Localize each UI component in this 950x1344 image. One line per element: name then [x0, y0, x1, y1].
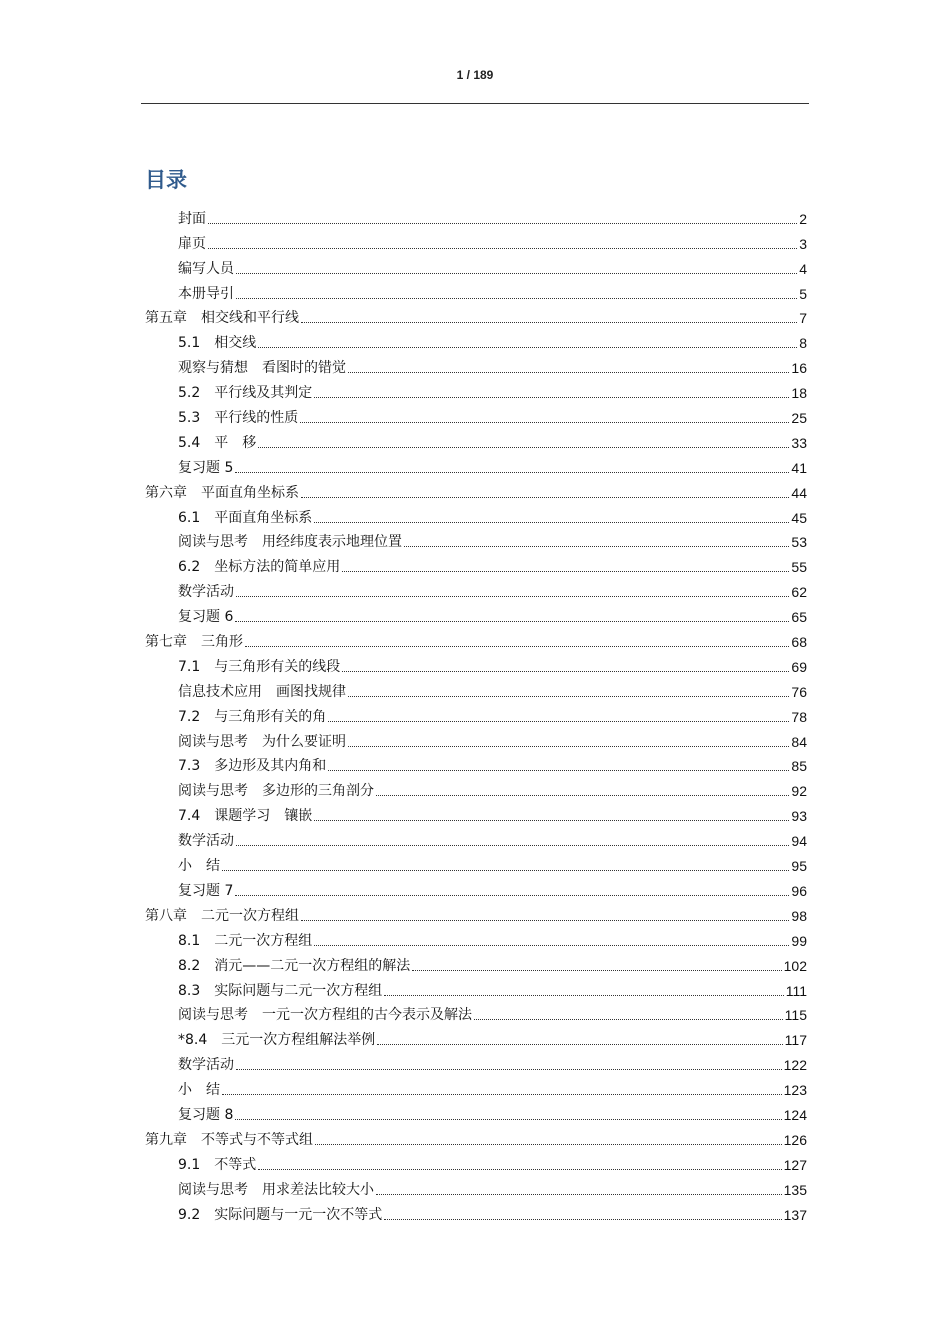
toc-section-entry[interactable]	[145, 253, 807, 278]
dot-leader	[412, 970, 781, 971]
toc-section-entry[interactable]	[145, 701, 807, 726]
toc-entry-title: 扉页	[178, 235, 206, 252]
toc-entry-page-number: 76	[791, 683, 807, 700]
dot-leader	[342, 571, 789, 572]
toc-entry-page-number: 96	[791, 882, 807, 899]
dot-leader	[222, 870, 789, 871]
toc-entry-title: 复习题 7	[178, 882, 234, 899]
dot-leader	[384, 1219, 781, 1220]
page-indicator: 1 / 189	[456, 68, 494, 82]
toc-entry-title: 7.3 多边形及其内角和	[178, 758, 327, 775]
dot-leader	[328, 770, 789, 771]
toc-chapter-entry[interactable]	[145, 1124, 807, 1149]
dot-leader	[222, 1094, 782, 1095]
toc-entry-page-number: 55	[791, 559, 807, 576]
toc-entry-title: 数学活动	[178, 584, 234, 601]
toc-entry-page-number: 4	[799, 260, 807, 277]
dot-leader	[314, 820, 789, 821]
toc-entry-page-number: 16	[791, 360, 807, 377]
toc-entry-title: 7.4 课题学习 镶嵌	[178, 808, 313, 825]
dot-leader	[208, 223, 797, 224]
toc-entry-title: 数学活动	[178, 1057, 234, 1074]
toc-section-entry[interactable]	[145, 850, 807, 875]
dot-leader	[342, 671, 789, 672]
toc-section-entry[interactable]	[145, 402, 807, 427]
toc-section-entry[interactable]	[145, 327, 807, 352]
toc-chapter-entry[interactable]	[145, 303, 807, 328]
toc-entry-title: 第六章 平面直角坐标系	[145, 484, 299, 501]
toc-entry-page-number: 3	[799, 235, 807, 252]
toc-entry-page-number: 68	[791, 634, 807, 651]
toc-section-entry[interactable]	[145, 1024, 807, 1049]
dot-leader	[236, 596, 789, 597]
dot-leader	[301, 322, 797, 323]
toc-entry-title: 小 结	[178, 1082, 220, 1099]
toc-section-entry[interactable]	[145, 1199, 807, 1224]
dot-leader	[258, 1169, 781, 1170]
dot-leader	[301, 497, 789, 498]
toc-entry-page-number: 117	[784, 1032, 807, 1049]
toc-entry-title: 编写人员	[178, 260, 234, 277]
toc-entry-title: 阅读与思考 用经纬度表示地理位置	[178, 534, 402, 551]
toc-entry-title: 封面	[178, 210, 206, 227]
toc-entry-title: 阅读与思考 一元一次方程组的古今表示及解法	[178, 1007, 472, 1024]
toc-entry-title: 9.2 实际问题与一元一次不等式	[178, 1206, 383, 1223]
toc-entry-page-number: 62	[791, 584, 807, 601]
toc-section-entry[interactable]	[145, 676, 807, 701]
dot-leader	[235, 895, 789, 896]
toc-section-entry[interactable]	[145, 576, 807, 601]
toc-entry-page-number: 2	[799, 210, 807, 227]
toc-section-entry[interactable]	[145, 601, 807, 626]
toc-entry-title: 8.2 消元——二元一次方程组的解法	[178, 957, 411, 974]
dot-leader	[315, 1144, 782, 1145]
toc-entry-title: 5.2 平行线及其判定	[178, 385, 313, 402]
table-of-contents	[145, 203, 807, 1224]
toc-entry-page-number: 115	[784, 1007, 807, 1024]
toc-section-entry[interactable]	[145, 875, 807, 900]
toc-entry-page-number: 18	[791, 385, 807, 402]
toc-entry-page-number: 7	[799, 310, 807, 327]
toc-section-entry[interactable]	[145, 775, 807, 800]
toc-section-entry[interactable]	[145, 975, 807, 1000]
toc-entry-page-number: 95	[791, 858, 807, 875]
toc-entry-page-number: 5	[799, 285, 807, 302]
dot-leader	[236, 298, 797, 299]
dot-leader	[245, 646, 789, 647]
toc-entry-page-number: 92	[791, 783, 807, 800]
toc-section-entry[interactable]	[145, 427, 807, 452]
toc-entry-title: 复习题 8	[178, 1106, 234, 1123]
toc-entry-title: 复习题 6	[178, 609, 234, 626]
toc-entry-title: 5.4 平 移	[178, 434, 257, 451]
toc-entry-title: 第八章 二元一次方程组	[145, 907, 299, 924]
dot-leader	[376, 1194, 782, 1195]
dot-leader	[314, 945, 789, 946]
toc-chapter-entry[interactable]	[145, 900, 807, 925]
toc-entry-page-number: 85	[791, 758, 807, 775]
dot-leader	[235, 1119, 781, 1120]
toc-section-entry[interactable]	[145, 825, 807, 850]
toc-section-entry[interactable]	[145, 377, 807, 402]
dot-leader	[235, 621, 789, 622]
toc-entry-title: 复习题 5	[178, 459, 234, 476]
toc-entry-page-number: 123	[783, 1082, 807, 1099]
toc-entry-page-number: 93	[791, 808, 807, 825]
toc-entry-title: *8.4 三元一次方程组解法举例	[178, 1032, 376, 1049]
toc-entry-title: 5.3 平行线的性质	[178, 410, 299, 427]
toc-entry-title: 6.1 平面直角坐标系	[178, 509, 313, 526]
toc-entry-page-number: 127	[783, 1156, 807, 1173]
toc-entry-page-number: 124	[783, 1106, 807, 1123]
toc-entry-title: 7.2 与三角形有关的角	[178, 708, 327, 725]
toc-entry-page-number: 69	[791, 658, 807, 675]
toc-entry-page-number: 41	[791, 459, 807, 476]
toc-entry-page-number: 44	[791, 484, 807, 501]
toc-section-entry[interactable]	[145, 203, 807, 228]
toc-entry-title: 6.2 坐标方法的简单应用	[178, 559, 341, 576]
toc-entry-title: 本册导引	[178, 285, 234, 302]
toc-section-entry[interactable]	[145, 751, 807, 776]
toc-entry-title: 第七章 三角形	[145, 634, 243, 651]
dot-leader	[348, 746, 789, 747]
dot-leader	[474, 1019, 783, 1020]
dot-leader	[384, 995, 783, 996]
toc-chapter-entry[interactable]	[145, 626, 807, 651]
dot-leader	[348, 696, 789, 697]
toc-entry-page-number: 137	[783, 1206, 807, 1223]
toc-entry-title: 观察与猜想 看图时的错觉	[178, 360, 346, 377]
toc-section-entry[interactable]	[145, 1149, 807, 1174]
toc-section-entry[interactable]	[145, 1099, 807, 1124]
toc-section-entry[interactable]	[145, 527, 807, 552]
toc-section-entry[interactable]	[145, 502, 807, 527]
toc-entry-title: 数学活动	[178, 833, 234, 850]
toc-entry-page-number: 33	[791, 434, 807, 451]
toc-entry-title: 8.1 二元一次方程组	[178, 932, 313, 949]
toc-section-entry[interactable]	[145, 925, 807, 950]
toc-entry-page-number: 53	[791, 534, 807, 551]
toc-entry-title: 第五章 相交线和平行线	[145, 310, 299, 327]
dot-leader	[258, 447, 789, 448]
toc-entry-page-number: 122	[783, 1057, 807, 1074]
toc-entry-page-number: 98	[791, 907, 807, 924]
toc-entry-page-number: 25	[791, 410, 807, 427]
toc-entry-page-number: 45	[791, 509, 807, 526]
toc-entry-page-number: 94	[791, 833, 807, 850]
toc-entry-title: 阅读与思考 多边形的三角剖分	[178, 783, 374, 800]
toc-entry-page-number: 102	[783, 957, 807, 974]
toc-entry-page-number: 78	[791, 708, 807, 725]
dot-leader	[314, 397, 789, 398]
toc-entry-page-number: 65	[791, 609, 807, 626]
toc-entry-title: 信息技术应用 画图找规律	[178, 683, 346, 700]
dot-leader	[208, 248, 797, 249]
toc-entry-title: 阅读与思考 为什么要证明	[178, 733, 346, 750]
toc-section-entry[interactable]	[145, 651, 807, 676]
toc-title: 目录	[145, 168, 187, 192]
dot-leader	[236, 1069, 782, 1070]
dot-leader	[235, 472, 789, 473]
toc-entry-page-number: 8	[799, 335, 807, 352]
dot-leader	[300, 422, 789, 423]
toc-section-entry[interactable]	[145, 352, 807, 377]
toc-entry-title: 7.1 与三角形有关的线段	[178, 658, 341, 675]
toc-entry-title: 第九章 不等式与不等式组	[145, 1131, 313, 1148]
dot-leader	[236, 273, 797, 274]
dot-leader	[348, 372, 789, 373]
toc-entry-title: 8.3 实际问题与二元一次方程组	[178, 982, 383, 999]
toc-section-entry[interactable]	[145, 726, 807, 751]
toc-section-entry[interactable]	[145, 452, 807, 477]
toc-section-entry[interactable]	[145, 1174, 807, 1199]
toc-section-entry[interactable]	[145, 551, 807, 576]
dot-leader	[376, 795, 789, 796]
dot-leader	[258, 347, 797, 348]
dot-leader	[377, 1044, 782, 1045]
dot-leader	[404, 546, 789, 547]
toc-entry-title: 9.1 不等式	[178, 1156, 257, 1173]
toc-section-entry[interactable]	[145, 800, 807, 825]
toc-entry-page-number: 84	[791, 733, 807, 750]
toc-entry-page-number: 135	[783, 1181, 807, 1198]
toc-section-entry[interactable]	[145, 1000, 807, 1025]
toc-section-entry[interactable]	[145, 950, 807, 975]
dot-leader	[301, 920, 789, 921]
toc-entry-title: 阅读与思考 用求差法比较大小	[178, 1181, 374, 1198]
toc-entry-page-number: 111	[785, 982, 807, 999]
toc-entry-page-number: 99	[791, 932, 807, 949]
dot-leader	[328, 721, 789, 722]
toc-section-entry[interactable]	[145, 1074, 807, 1099]
toc-entry-page-number: 126	[783, 1131, 807, 1148]
header-divider	[141, 103, 809, 104]
toc-entry-title: 小 结	[178, 858, 220, 875]
toc-section-entry[interactable]	[145, 228, 807, 253]
toc-entry-title: 5.1 相交线	[178, 335, 257, 352]
dot-leader	[236, 845, 789, 846]
dot-leader	[314, 522, 789, 523]
toc-chapter-entry[interactable]	[145, 477, 807, 502]
toc-section-entry[interactable]	[145, 278, 807, 303]
toc-section-entry[interactable]	[145, 1049, 807, 1074]
